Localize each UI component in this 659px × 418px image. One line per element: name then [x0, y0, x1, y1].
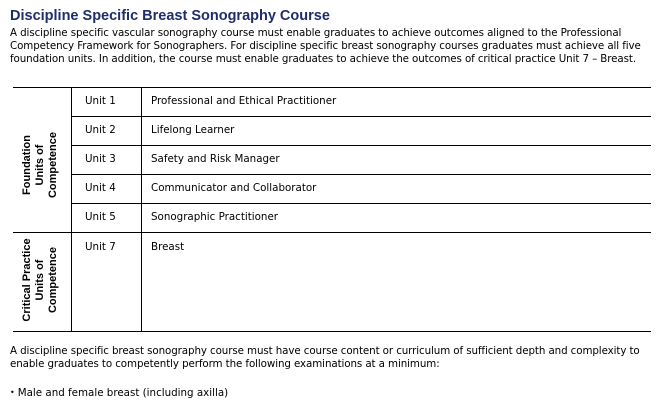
unit-name: Lifelong Learner [151, 124, 235, 136]
foundation-group-label [21, 120, 63, 210]
table-top-border [13, 87, 651, 88]
table-bottom-border [13, 331, 651, 332]
unit-name: Communicator and Collaborator [151, 182, 317, 194]
requirement-line: enable graduates to competently perform the following examinations at a minimum: [10, 358, 440, 370]
bullet-icon: • [10, 388, 15, 397]
requirement-paragraph [10, 345, 650, 371]
intro-paragraph [10, 27, 650, 66]
critical-practice-group-label [21, 228, 63, 332]
unit-number: Unit 2 [85, 124, 116, 136]
group-label-line: Competence [47, 131, 59, 199]
unit-name: Professional and Ethical Practitioner [151, 95, 337, 107]
group-label-line: Competence [47, 246, 59, 314]
unit-number: Unit 5 [85, 211, 116, 223]
examination-list-item [10, 387, 228, 399]
group-label-line: Units of [34, 144, 46, 186]
group-label-column-border [71, 87, 72, 332]
unit-name: Breast [151, 241, 185, 253]
row-divider [71, 203, 651, 204]
unit-number: Unit 3 [85, 153, 116, 165]
group-label-line: Critical Practice [21, 238, 33, 322]
group-divider [13, 232, 651, 233]
examination-label: Male and female breast (including axilla) [17, 387, 229, 399]
row-divider [71, 174, 651, 175]
unit-number: Unit 1 [85, 95, 116, 107]
competency-units-table [13, 87, 651, 332]
unit-name: Safety and Risk Manager [151, 153, 280, 165]
intro-line: foundation units. In addition, the course must enable graduates to achieve the outcomes of critical practice Unit 7 – Breast. [10, 53, 637, 65]
page-title: Discipline Specific Breast Sonography Course [10, 8, 330, 24]
requirement-line: A discipline specific breast sonography course must have course content or curriculum of sufficient depth and complexity to [10, 345, 640, 357]
group-label-line: Units of [34, 259, 46, 301]
intro-line: Competency Framework for Sonographers. For discipline specific breast sonography courses graduates must achieve all five [10, 40, 641, 52]
unit-number: Unit 4 [85, 182, 116, 194]
row-divider [71, 145, 651, 146]
intro-line: A discipline specific vascular sonography course must enable graduates to achieve outcomes aligned to the Professional [10, 27, 622, 39]
group-label-line: Foundation [21, 135, 33, 195]
unit-number: Unit 7 [85, 241, 116, 253]
unit-name: Sonographic Practitioner [151, 211, 279, 223]
row-divider [71, 116, 651, 117]
unit-column-border [141, 87, 142, 332]
